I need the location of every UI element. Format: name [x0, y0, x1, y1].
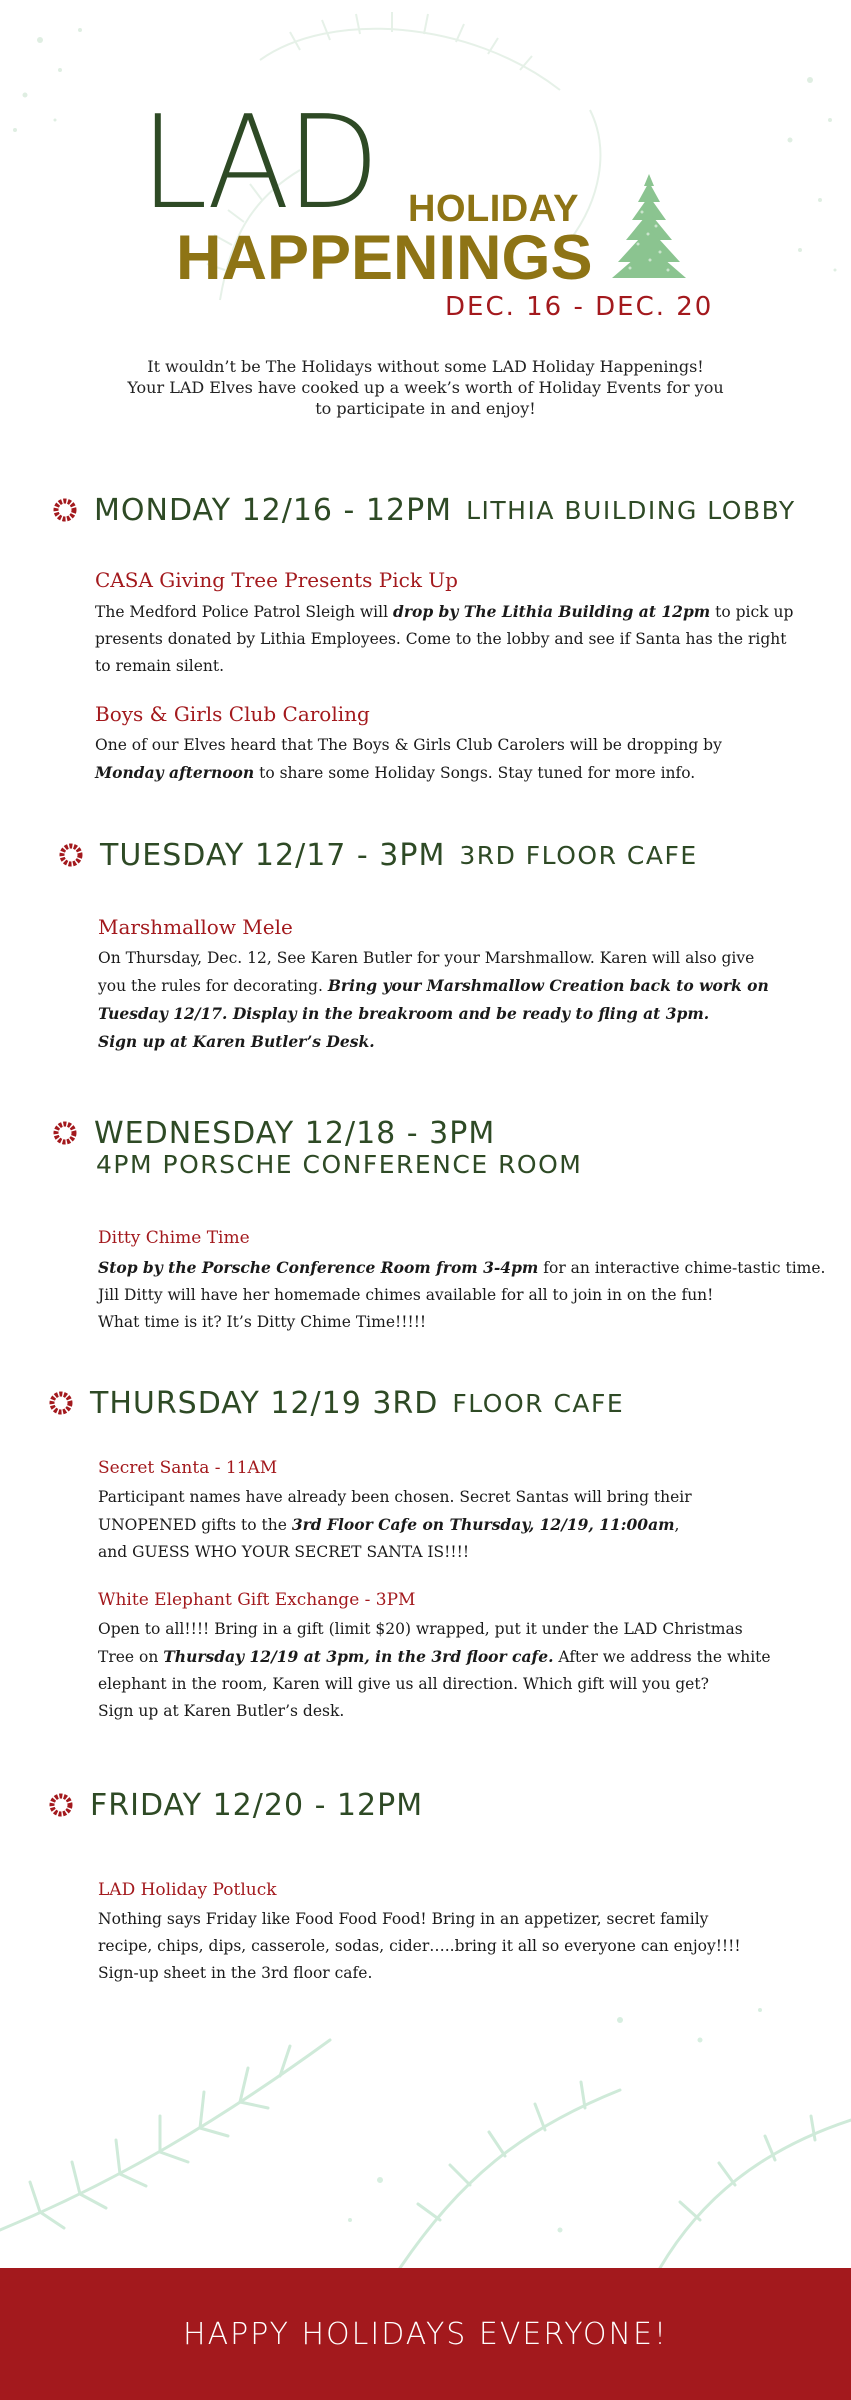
- event-body: Participant names have already been chosen. Secret Santas will bring their UNOPENED gifts to the 3rd Floor Cafe on Thursday, 12/19, 11:00am, and GUESS WHO YOUR SECRET SANTA IS!!!!: [98, 1488, 692, 1561]
- footer-text: HAPPY HOLIDAYS EVERYONE!: [183, 2316, 668, 2352]
- event-body: Stop by the Porsche Conference Room from 3-4pm for an interactive chime-tastic time. Jill Ditty will have her homemade chimes available for all to join in on the fun! What time is it? It’s Ditty Chime Time!!!!!: [98, 1258, 826, 1331]
- event-body: The Medford Police Patrol Sleigh will drop by The Lithia Building at 12pm to pick up presents donated by Lithia Employees. Come to the lobby and see if Santa has the right to remain silent.: [95, 602, 794, 675]
- day-heading-text: WEDNESDAY 12/18 - 3PM: [94, 1115, 496, 1151]
- event-title: Boys & Girls Club Caroling: [95, 702, 370, 726]
- intro-line: to participate in and enjoy!: [315, 399, 536, 418]
- day-heading-text: FRIDAY 12/20 - 12PM: [90, 1787, 424, 1823]
- event-body: Open to all!!!! Bring in a gift (limit $20) wrapped, put it under the LAD Christmas Tree on Thursday 12/19 at 3pm, in the 3rd floor cafe. After we address the white elephant in the room, Karen will give us all direction. Which gift will you get? Sign up at Karen Butler’s desk.: [98, 1620, 771, 1720]
- event-title: White Elephant Gift Exchange - 3PM: [98, 1590, 416, 1610]
- event-white-elephant: [98, 1590, 818, 1725]
- wreath-icon: [58, 842, 84, 868]
- lad-logo-word: LAD: [140, 89, 376, 238]
- day-heading-tuesday: [58, 835, 698, 875]
- event-casa-giving-tree: [95, 568, 815, 680]
- day-heading-text: MONDAY 12/16 - 12PM: [94, 492, 453, 528]
- intro-line: Your LAD Elves have cooked up a week’s worth of Holiday Events for you: [127, 378, 724, 397]
- event-title: LAD Holiday Potluck: [98, 1880, 277, 1900]
- wreath-icon: [48, 1792, 74, 1818]
- event-title: Secret Santa - 11AM: [98, 1458, 278, 1478]
- wreath-icon: [48, 1390, 74, 1416]
- intro-text: [100, 356, 751, 419]
- wreath-icon: [52, 1120, 78, 1146]
- event-body: Nothing says Friday like Food Food Food! Bring in an appetizer, secret family recipe, chips, dips, casserole, sodas, cider…..bring it all so everyone can enjoy!!!! Sign-up sheet in the 3rd floor cafe.: [98, 1910, 741, 1982]
- day-heading-location: FLOOR CAFE: [452, 1388, 625, 1418]
- title-holiday: HOLIDAY: [408, 188, 580, 230]
- footer-banner: [0, 2268, 851, 2400]
- title-happenings: HAPPENINGS: [176, 223, 593, 293]
- event-body: One of our Elves heard that The Boys & Girls Club Carolers will be dropping by Monday afternoon to share some Holiday Songs. Stay tuned for more info.: [95, 736, 722, 782]
- event-title: Ditty Chime Time: [98, 1228, 250, 1248]
- event-marshmallow-mele: [98, 915, 818, 1056]
- event-title: Marshmallow Mele: [98, 915, 293, 939]
- day-heading-thursday: [48, 1383, 624, 1423]
- day-heading-location: LITHIA BUILDING LOBBY: [466, 495, 796, 525]
- event-boys-girls-caroling: [95, 702, 815, 787]
- event-title: CASA Giving Tree Presents Pick Up: [95, 568, 458, 592]
- header: [0, 0, 851, 440]
- wreath-icon: [52, 497, 78, 523]
- christmas-tree-icon: [608, 172, 690, 284]
- event-secret-santa: [98, 1458, 818, 1566]
- event-dates: DEC. 16 - DEC. 20: [445, 292, 714, 322]
- day-heading-text: TUESDAY 12/17 - 3PM: [100, 837, 446, 873]
- pine-branch-decoration-bottom: [0, 1980, 851, 2268]
- event-holiday-potluck: [98, 1880, 818, 1987]
- day-heading-wednesday: [52, 1113, 495, 1153]
- event-body: On Thursday, Dec. 12, See Karen Butler for your Marshmallow. Karen will also give you the rules for decorating. Bring your Marshmallow Creation back to work on Tuesday 12/17. Display in the breakroom and be ready to fling at 3pm. Sign up at Karen Butler’s Desk.: [98, 949, 769, 1051]
- event-ditty-chime-time: [98, 1228, 826, 1336]
- day-heading-monday: [52, 490, 796, 530]
- day-heading-text: THURSDAY 12/19 3RD: [90, 1385, 439, 1421]
- intro-line: It wouldn’t be The Holidays without some LAD Holiday Happenings!: [147, 357, 704, 376]
- day-heading-friday: [48, 1785, 423, 1825]
- day-heading-location: 4PM PORSCHE CONFERENCE ROOM: [96, 1150, 583, 1179]
- day-heading-location: 3RD FLOOR CAFE: [459, 840, 698, 870]
